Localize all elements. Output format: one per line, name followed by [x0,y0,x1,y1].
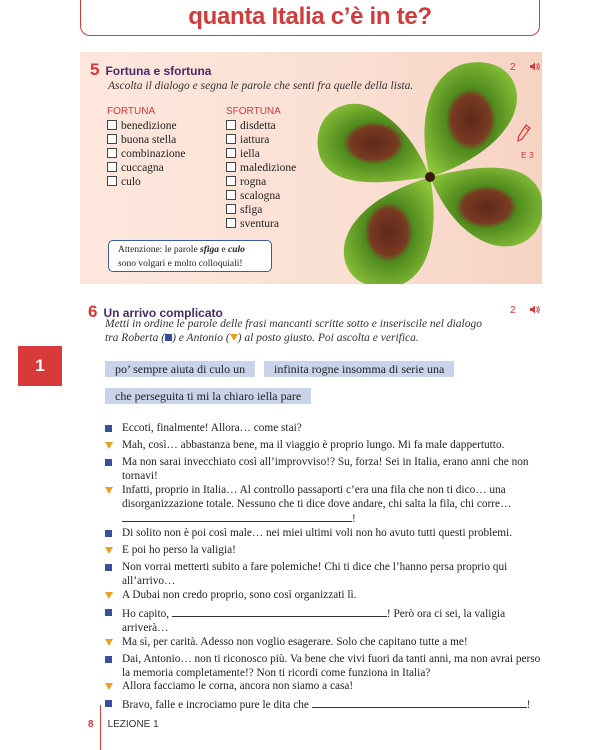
dialogue-line: Ma sì, per carità. Adesso non voglio esagerare. Solo che capitano tutte a me! [105,636,545,653]
exercise-reference: E 3 [521,150,534,160]
dialogue [105,422,545,714]
checkbox[interactable] [107,162,117,172]
checkbox-item[interactable]: sfiga [226,203,296,217]
antonio-marker-icon [105,442,113,449]
exercise-6-instruction: Metti in ordine le parole delle frasi mancanti scritte sotto e inseriscile nel dialogo tra Roberta ( ) e Antonio ( ) al posto giusto. Poi ascolta e verifica. [105,318,482,344]
dialogue-line: ! [105,511,545,527]
checkbox-item[interactable]: maledizione [226,161,296,175]
dialogue-line: E poi ho perso la valigia! [105,544,545,561]
antonio-marker-icon [105,639,113,646]
checkbox[interactable] [226,162,236,172]
answer-blank[interactable] [122,511,352,522]
antonio-marker-icon [230,334,238,341]
checkbox[interactable] [107,134,117,144]
roberta-marker-icon [105,656,112,663]
fortuna-heading: FORTUNA [107,106,156,117]
checkbox-item[interactable]: iattura [226,133,296,147]
checkbox-item[interactable]: disdetta [226,119,296,133]
dialogue-line: Eccoti, finalmente! Allora… come stai? [105,422,545,439]
antonio-marker-icon [105,547,113,554]
dialogue-line: Non vorrai metterti subito a fare polemiche! Chi ti dice che l’hanno persa proprio qui all’arrivo… [105,561,545,589]
answer-blank[interactable] [172,606,387,617]
exercise-5-title: Fortuna e sfortuna [105,64,212,78]
track-number: 2 [510,305,516,316]
checkbox-item[interactable]: sventura [226,217,296,231]
roberta-marker-icon [105,530,112,537]
page-footer [88,719,159,730]
exercise-6-audio[interactable] [510,305,540,316]
checkbox-item[interactable]: combinazione [107,147,186,161]
speaker-icon [530,305,540,314]
checkbox[interactable] [226,176,236,186]
checkbox[interactable] [226,218,236,228]
page-number: 8 [88,719,94,730]
checkbox[interactable] [226,120,236,130]
checkbox[interactable] [107,120,117,130]
checkbox[interactable] [107,176,117,186]
word-chip[interactable]: che perseguita ti mi la chiaro iella pare [105,388,311,404]
lesson-tab: 1 [18,346,62,386]
dialogue-line: Dai, Antonio… non ti riconosco più. Va bene che vivi fuori da tanti anni, ma non avrai perso la memoria completamente!? Non ti ricordi come funziona in Italia? [105,653,545,681]
checkbox-item[interactable]: benedizione [107,119,186,133]
word-chip[interactable]: po’ sempre aiuta di culo un [105,361,255,377]
page-title-banner [80,0,540,36]
antonio-marker-icon [105,683,113,690]
lesson-label: LEZIONE 1 [107,719,159,730]
antonio-marker-icon [105,592,113,599]
checkbox[interactable] [107,148,117,158]
roberta-marker-icon [105,425,112,432]
page-title: quanta Italia c’è in te? [188,3,432,30]
checkbox-item[interactable]: scalogna [226,189,296,203]
checkbox-item[interactable]: culo [107,175,186,189]
exercise-5-instruction: Ascolta il dialogo e segna le parole che senti fra quelle della lista. [108,80,414,92]
dialogue-line: Infatti, proprio in Italia… Al controllo passaporti c’era una fila che non ti dico… una disorganizzazione totale. Nessuno che ti dice dove andare, chi salta la fila, chi corre… [105,484,545,512]
exercise-6-title: Un arrivo complicato [103,306,223,320]
checkbox[interactable] [226,204,236,214]
attention-note: Attenzione: le parole sfiga e culo sono volgari e molto colloquiali! [108,240,272,272]
speaker-icon [530,62,540,71]
pencil-icon [517,124,531,142]
track-number: 2 [510,62,516,73]
checkbox-item[interactable]: rogna [226,175,296,189]
roberta-marker-icon [105,459,112,466]
checkbox-item[interactable]: iella [226,147,296,161]
roberta-marker-icon [105,700,112,707]
checkbox[interactable] [226,148,236,158]
sfortuna-list [226,105,296,231]
roberta-marker-icon [165,334,172,341]
exercise-6-number: 6 [88,302,98,321]
dialogue-line: Ho capito, ! Però ora ci sei, la valigia arriverà… [105,606,545,636]
dialogue-line: Mah, così… abbastanza bene, ma il viaggio è proprio lungo. Mi fa male dappertutto. [105,439,545,456]
exercise-5-panel [80,52,542,284]
dialogue-line: Bravo, falle e incrociamo pure le dita che ! [105,697,545,714]
dialogue-line: A Dubai non credo proprio, sono così organizzati lì. [105,589,545,606]
dialogue-line: Di solito non è poi così male… nei miei ultimi voli non ho avuto tutti questi problemi. [105,527,545,544]
answer-blank[interactable] [312,697,527,708]
antonio-marker-icon [105,487,113,494]
checkbox-item[interactable]: buona stella [107,133,186,147]
exercise-5-header [90,60,211,80]
fortuna-list [107,105,186,189]
exercise-5-number: 5 [90,60,100,79]
roberta-marker-icon [105,609,112,616]
checkbox[interactable] [226,190,236,200]
dialogue-line: Allora facciamo le corna, ancora non siamo a casa! [105,680,545,697]
sfortuna-heading: SFORTUNA [226,106,281,117]
word-chip[interactable]: infinita rogne insomma di serie una [264,361,454,377]
dialogue-line: Ma non sarai invecchiato così all’improvviso!? Su, forza! Sei in Italia, erano anni che non tornavi! [105,456,545,484]
roberta-marker-icon [105,564,112,571]
checkbox-item[interactable]: cuccagna [107,161,186,175]
exercise-5-audio[interactable] [510,62,540,73]
checkbox[interactable] [226,134,236,144]
